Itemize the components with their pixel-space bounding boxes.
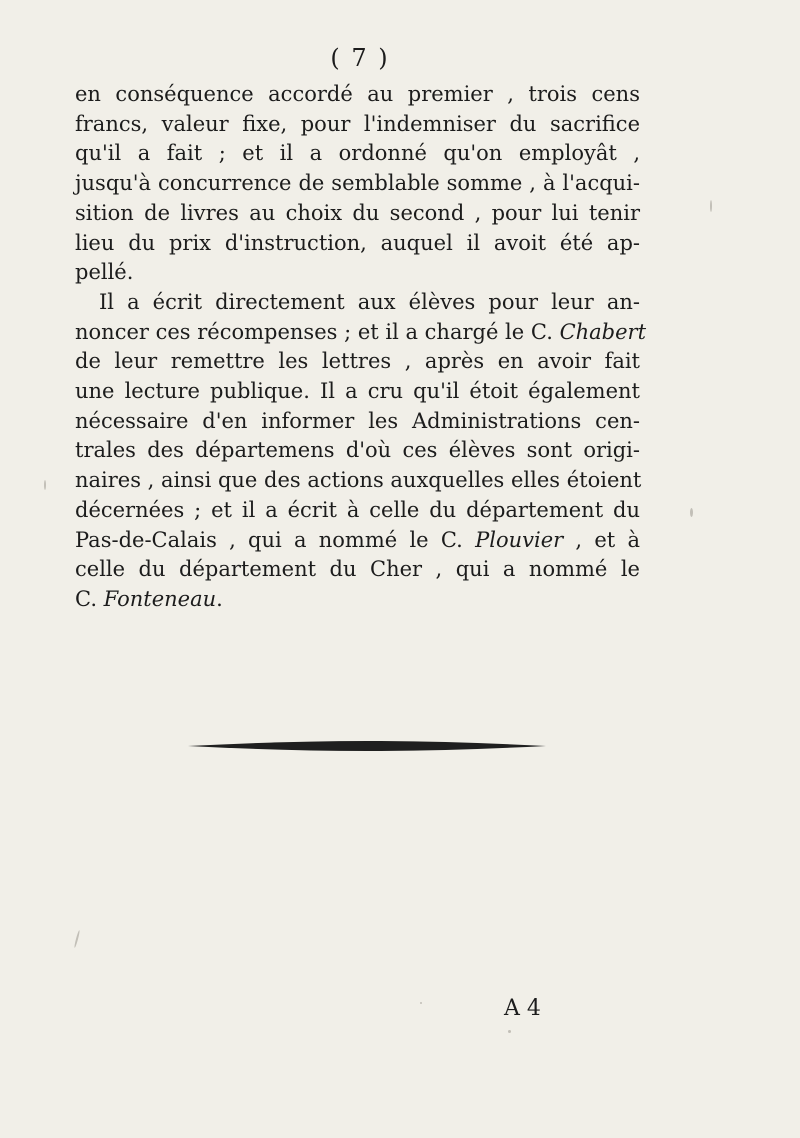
text-segment: noncer ces récompenses ; et il a chargé le C. <box>75 319 560 344</box>
text-segment: Pas-de-Calais , qui a nommé le C. <box>75 527 476 552</box>
text-line: naires , ainsi que des actions auxquelles elles étoient <box>75 468 642 493</box>
text-line: qu'il a fait ; et il a ordonné qu'on employât , <box>75 141 640 166</box>
name-fonteneau: Fonteneau <box>103 586 217 611</box>
paper-speck <box>44 480 46 490</box>
name-chabert: Chabert <box>559 319 647 344</box>
paper-speck <box>420 1002 422 1004</box>
paper-speck <box>74 930 81 948</box>
text-segment: C. <box>75 586 104 611</box>
text-line: de leur remettre les lettres , après en avoir fait <box>75 349 640 374</box>
text-line: francs, valeur fixe, pour l'indemniser du sacrifice <box>75 111 640 136</box>
text-line <box>75 318 647 348</box>
paper-speck <box>710 200 712 212</box>
text-line: nécessaire d'en informer les Administrations cen- <box>75 408 640 433</box>
text-line: pellé. <box>75 260 134 285</box>
ornamental-rule <box>188 740 546 752</box>
body-text <box>75 80 647 615</box>
text-line <box>75 585 640 615</box>
paper-speck <box>508 1030 511 1033</box>
name-plouvier: Plouvier <box>475 527 564 552</box>
text-line: Il a écrit directement aux élèves pour leur an- <box>99 289 640 314</box>
text-line: lieu du prix d'instruction, auquel il avoit été ap- <box>75 230 640 255</box>
text-line <box>75 526 640 556</box>
text-line: celle du département du Cher , qui a nommé le <box>75 557 640 582</box>
page-number: ( 7 ) <box>330 44 390 72</box>
text-line: sition de livres au choix du second , pour lui tenir <box>75 200 640 225</box>
paragraph-2 <box>75 288 647 615</box>
paper-speck <box>690 508 693 517</box>
text-line: en conséquence accordé au premier , trois cens <box>75 82 640 106</box>
paragraph-1 <box>75 80 640 288</box>
text-segment: , et à <box>563 527 641 552</box>
text-line: jusqu'à concurrence de semblable somme , à l'acqui- <box>75 171 640 196</box>
text-line: décernées ; et il a écrit à celle du département du <box>75 497 640 522</box>
signature-mark: A 4 <box>504 996 541 1021</box>
text-line: trales des départemens d'où ces élèves sont origi- <box>75 438 640 463</box>
text-line: une lecture publique. Il a cru qu'il étoit également <box>75 379 640 404</box>
text-segment: . <box>216 586 223 611</box>
